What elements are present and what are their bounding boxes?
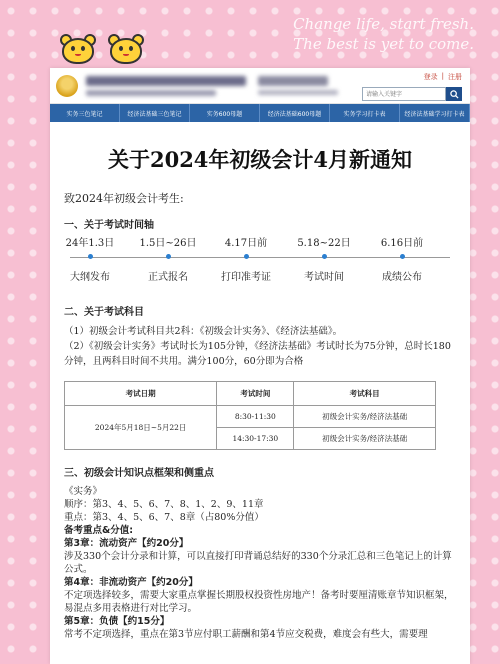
- exam-subject-cell: 初级会计实务/经济法基础: [294, 428, 436, 450]
- table-header: 考试时间: [217, 382, 294, 406]
- bear-sticker-icon: [58, 34, 98, 66]
- greeting: 致2024年初级会计考生:: [64, 192, 184, 205]
- center-name-blurred: [258, 76, 338, 95]
- table-row: [65, 406, 436, 428]
- exam-schedule-table: [64, 381, 436, 450]
- search-button[interactable]: [446, 87, 462, 101]
- chapter-4-text: 不定项选择较多，需要大家重点掌握长期股权投资性房地产！备考时要厘清账章节知识框架，易混点多用表格进行对比学习。: [64, 590, 454, 614]
- exam-time-cell: 8:30-11:30: [217, 406, 294, 428]
- timeline-item: [362, 237, 442, 283]
- timeline-item: [284, 237, 364, 283]
- timeline-dot: [322, 254, 327, 259]
- chapter-3-title-text: 第3章：流动资产【约20分】: [64, 538, 189, 549]
- chapter-5-text: 常考不定项选择，重点在第3节应付职工薪酬和第4节应交税费，难度会有些大，需要理: [64, 629, 428, 640]
- section-heading-subjects: 二、关于考试科目: [64, 307, 144, 318]
- timeline-date: 24年1.3日: [65, 238, 115, 249]
- emblem-logo-icon: [56, 75, 78, 97]
- chapter-3-text: 涉及330个会计分录和计算，可以直接打印背诵总结好的330个分录汇总和三色笔记上的计算公式。: [64, 551, 452, 575]
- timeline-event: 正式报名: [148, 272, 188, 283]
- account-links: [424, 72, 462, 82]
- key-points-label: [64, 524, 456, 537]
- site-header: [50, 68, 470, 104]
- search-bar: [362, 87, 462, 101]
- timeline-item: [50, 237, 130, 283]
- chapter-4-title-text: 第4章：非流动资产【约20分】: [64, 577, 198, 588]
- timeline-item: [206, 237, 286, 283]
- site-name-blurred: [86, 76, 246, 96]
- timeline-item: [128, 237, 208, 283]
- chapter-order: 顺序：第3、4、5、6、7、8、1、2、9、11章: [64, 499, 264, 510]
- chapter-focus: 重点：第3、4、5、6、7、8章（占80%分值）: [64, 512, 264, 523]
- table-header-row: [65, 382, 436, 406]
- link-separator: |: [441, 72, 444, 80]
- timeline-event: 大纲发布: [70, 272, 110, 283]
- chapter-5-title-text: 第5章：负债【约15分】: [64, 616, 170, 627]
- subjects-paragraph-2: （2）《初级会计实务》考试时长为105分钟，《经济法基础》考试时长为75分钟，总时长180分钟，且两科目时间不共用。满分100分，60分即为合格: [64, 341, 451, 367]
- bear-sticker-icon: [106, 34, 146, 66]
- exam-timeline: [64, 237, 456, 293]
- timeline-event: 考试时间: [304, 272, 344, 283]
- login-link[interactable]: 登录: [423, 73, 438, 81]
- timeline-dot: [88, 254, 93, 259]
- slogan-watermark: [254, 14, 474, 54]
- exam-time-cell: 14:30-17:30: [217, 428, 294, 450]
- bear-stickers: [58, 34, 146, 66]
- nav-item-law-checkin[interactable]: 经济法基础学习打卡表: [400, 104, 470, 122]
- timeline-event: 打印准考证: [221, 272, 271, 283]
- page-title: 关于2024年初级会计4月新通知: [107, 147, 413, 172]
- article-content: [50, 144, 470, 641]
- register-link[interactable]: 注册: [448, 73, 462, 81]
- nav-item-law-notes[interactable]: 经济法基础三色笔记: [120, 104, 190, 122]
- timeline-date: 5.18~22日: [297, 238, 351, 249]
- section-heading-timeline: 一、关于考试时间轴: [64, 220, 154, 231]
- search-icon: [450, 90, 459, 99]
- subjects-paragraph-1: （1）初级会计考试科目共2科：《初级会计实务》、《经济法基础》。: [64, 326, 343, 337]
- nav-item-practice-notes[interactable]: 实务三色笔记: [50, 104, 120, 122]
- timeline-dot: [400, 254, 405, 259]
- chapter-5-title: [64, 615, 456, 628]
- practice-label: 《实务》: [64, 486, 103, 497]
- timeline-dot: [244, 254, 249, 259]
- timeline-date: 6.16日前: [380, 238, 424, 249]
- section-heading-knowledge: 三、初级会计知识点框架和侧重点: [64, 468, 214, 479]
- search-input[interactable]: [362, 87, 446, 101]
- nav-item-law-600[interactable]: 经济法基础600母题: [260, 104, 330, 122]
- nav-bar: [50, 104, 470, 122]
- table-header: 考试科目: [294, 382, 436, 406]
- table-header: 考试日期: [65, 382, 217, 406]
- timeline-date: 1.5日~26日: [139, 238, 197, 249]
- exam-subject-cell: 初级会计实务/经济法基础: [294, 406, 436, 428]
- nav-item-practice-600[interactable]: 实务600母题: [190, 104, 260, 122]
- chapter-3-title: [64, 537, 456, 550]
- nav-item-practice-checkin[interactable]: 实务学习打卡表: [330, 104, 400, 122]
- slogan-line-1: Change life, start fresh.: [293, 15, 474, 33]
- timeline-event: 成绩公布: [382, 272, 422, 283]
- timeline-dot: [166, 254, 171, 259]
- slogan-line-2: The best is yet to come.: [293, 35, 474, 53]
- exam-date-cell: 2024年5月18日~5月22日: [65, 406, 217, 450]
- key-points-text: 备考重点&分值:: [64, 525, 134, 536]
- chapter-4-title: [64, 576, 456, 589]
- notice-page: [50, 68, 470, 664]
- timeline-date: 4.17日前: [224, 238, 268, 249]
